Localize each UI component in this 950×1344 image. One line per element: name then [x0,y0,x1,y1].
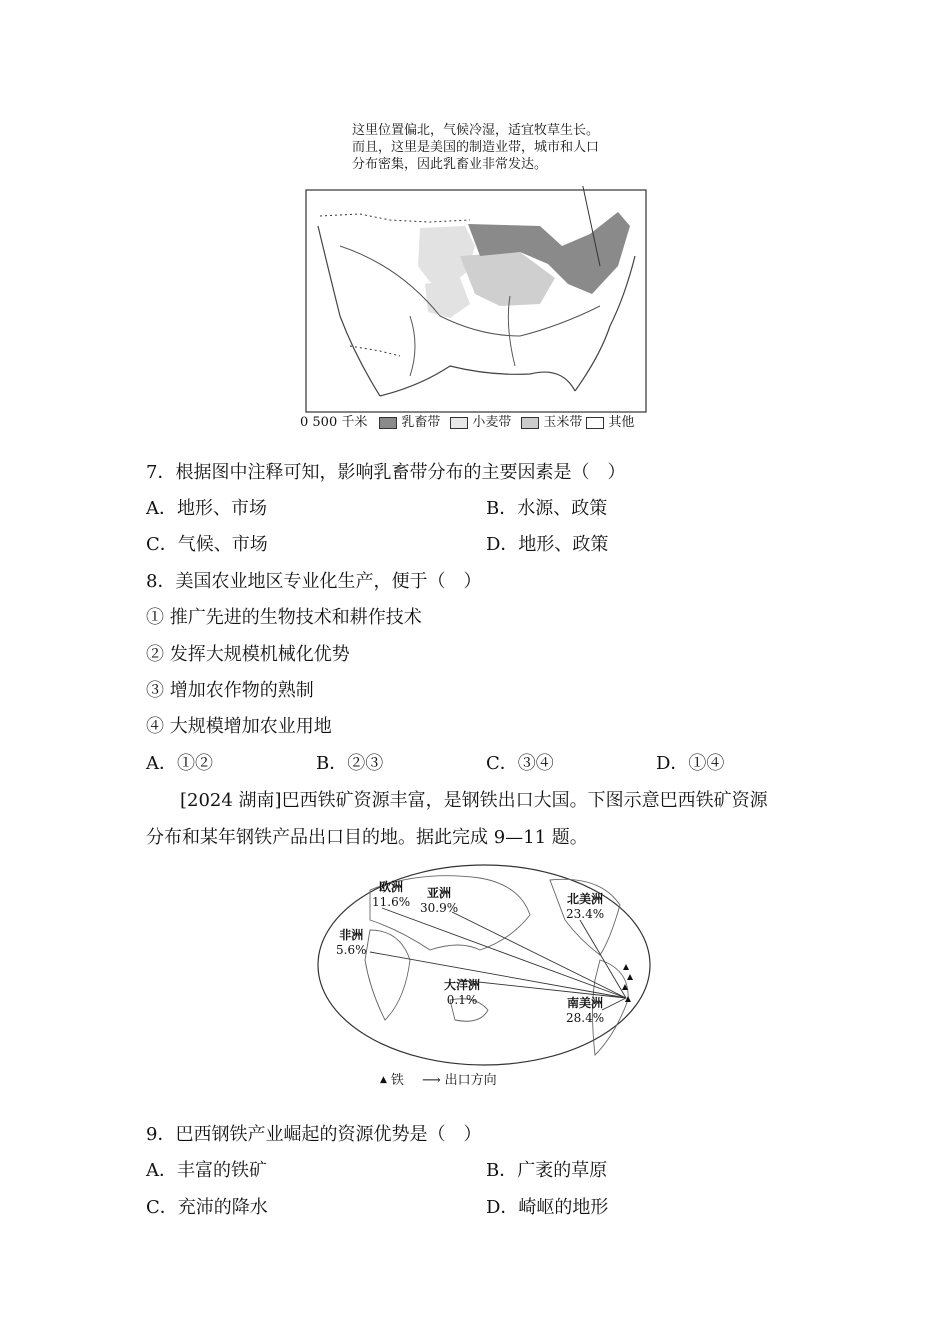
annotation-line: 这里位置偏北，气候冷湿，适宜牧草生长。 [352,123,600,138]
legend-swatch-corn [521,417,539,429]
q7-option-c[interactable]: C．气候、市场 [146,534,268,555]
legend-swatch-dairy [379,417,397,429]
region-value: 23.4% [566,907,605,921]
region-name: 非洲 [339,928,364,942]
map1-annotation [352,122,599,173]
q8-item: ④ 大规模增加农业用地 [146,716,332,737]
q8-item: ① 推广先进的生物技术和耕作技术 [146,607,422,628]
iron-icon: ▲ [380,1075,387,1085]
q7-option-a[interactable]: A．地形、市场 [146,498,267,519]
region-value: 5.6% [336,943,367,957]
q7-stem: 7．根据图中注释可知，影响乳畜带分布的主要因素是（ ） [146,462,626,483]
scale-bar: 0 500 千米 [300,415,368,430]
region-value: 0.1% [446,993,478,1007]
legend-swatch-other [586,417,604,429]
q7-option-b[interactable]: B．水源、政策 [486,498,608,519]
us-agriculture-map [300,186,652,418]
region-north-america [566,890,604,921]
legend-label: 玉米带 [543,415,583,430]
region-south-america [566,994,604,1025]
world-export-map [310,860,658,1070]
q8-option-a[interactable]: A．①② [146,753,213,774]
intro-line: [2024 湖南]巴西铁矿资源丰富，是钢铁出口大国。下图示意巴西铁矿资源 [180,790,768,811]
region-europe [372,878,410,909]
legend-label: 铁 [390,1073,404,1088]
legend-label: 乳畜带 [401,415,441,430]
region-asia [420,884,458,915]
region-name: 大洋洲 [444,978,481,992]
legend-label: 小麦带 [472,415,512,430]
q9-option-c[interactable]: C．充沛的降水 [146,1197,268,1218]
q9-option-b[interactable]: B．广袤的草原 [486,1160,608,1181]
region-name: 南美洲 [567,996,604,1010]
legend-swatch-wheat [450,417,468,429]
region-oceania [444,976,480,1007]
region-value: 11.6% [372,895,411,909]
map1-legend [300,414,634,431]
region-name: 亚洲 [427,886,452,900]
q9-stem: 9．巴西钢铁产业崛起的资源优势是（ ） [146,1124,482,1145]
legend-label: 其他 [608,415,635,430]
q8-stem: 8．美国农业地区专业化生产，便于（ ） [146,571,482,592]
q8-option-c[interactable]: C．③④ [486,753,554,774]
q8-item: ③ 增加农作物的熟制 [146,680,314,701]
q8-option-b[interactable]: B．②③ [316,753,384,774]
map2-legend [380,1072,497,1089]
q9-option-d[interactable]: D．崎岖的地形 [486,1197,609,1218]
region-value: 28.4% [566,1011,605,1025]
annotation-line: 而且，这里是美国的制造业带，城市和人口 [352,140,600,155]
q8-option-d[interactable]: D．①④ [656,753,725,774]
region-name: 欧洲 [379,880,404,894]
region-africa [336,926,367,957]
region-name: 北美洲 [567,892,604,906]
intro-line: 分布和某年钢铁产品出口目的地。据此完成 9—11 题。 [146,827,588,848]
q9-option-a[interactable]: A．丰富的铁矿 [146,1160,267,1181]
annotation-line: 分布密集，因此乳畜业非常发达。 [352,157,548,172]
q8-item: ② 发挥大规模机械化优势 [146,644,350,665]
region-value: 30.9% [420,901,459,915]
legend-label: 出口方向 [444,1073,497,1088]
q7-option-d[interactable]: D．地形、政策 [486,534,609,555]
arrow-icon: ⟶ [421,1073,441,1088]
